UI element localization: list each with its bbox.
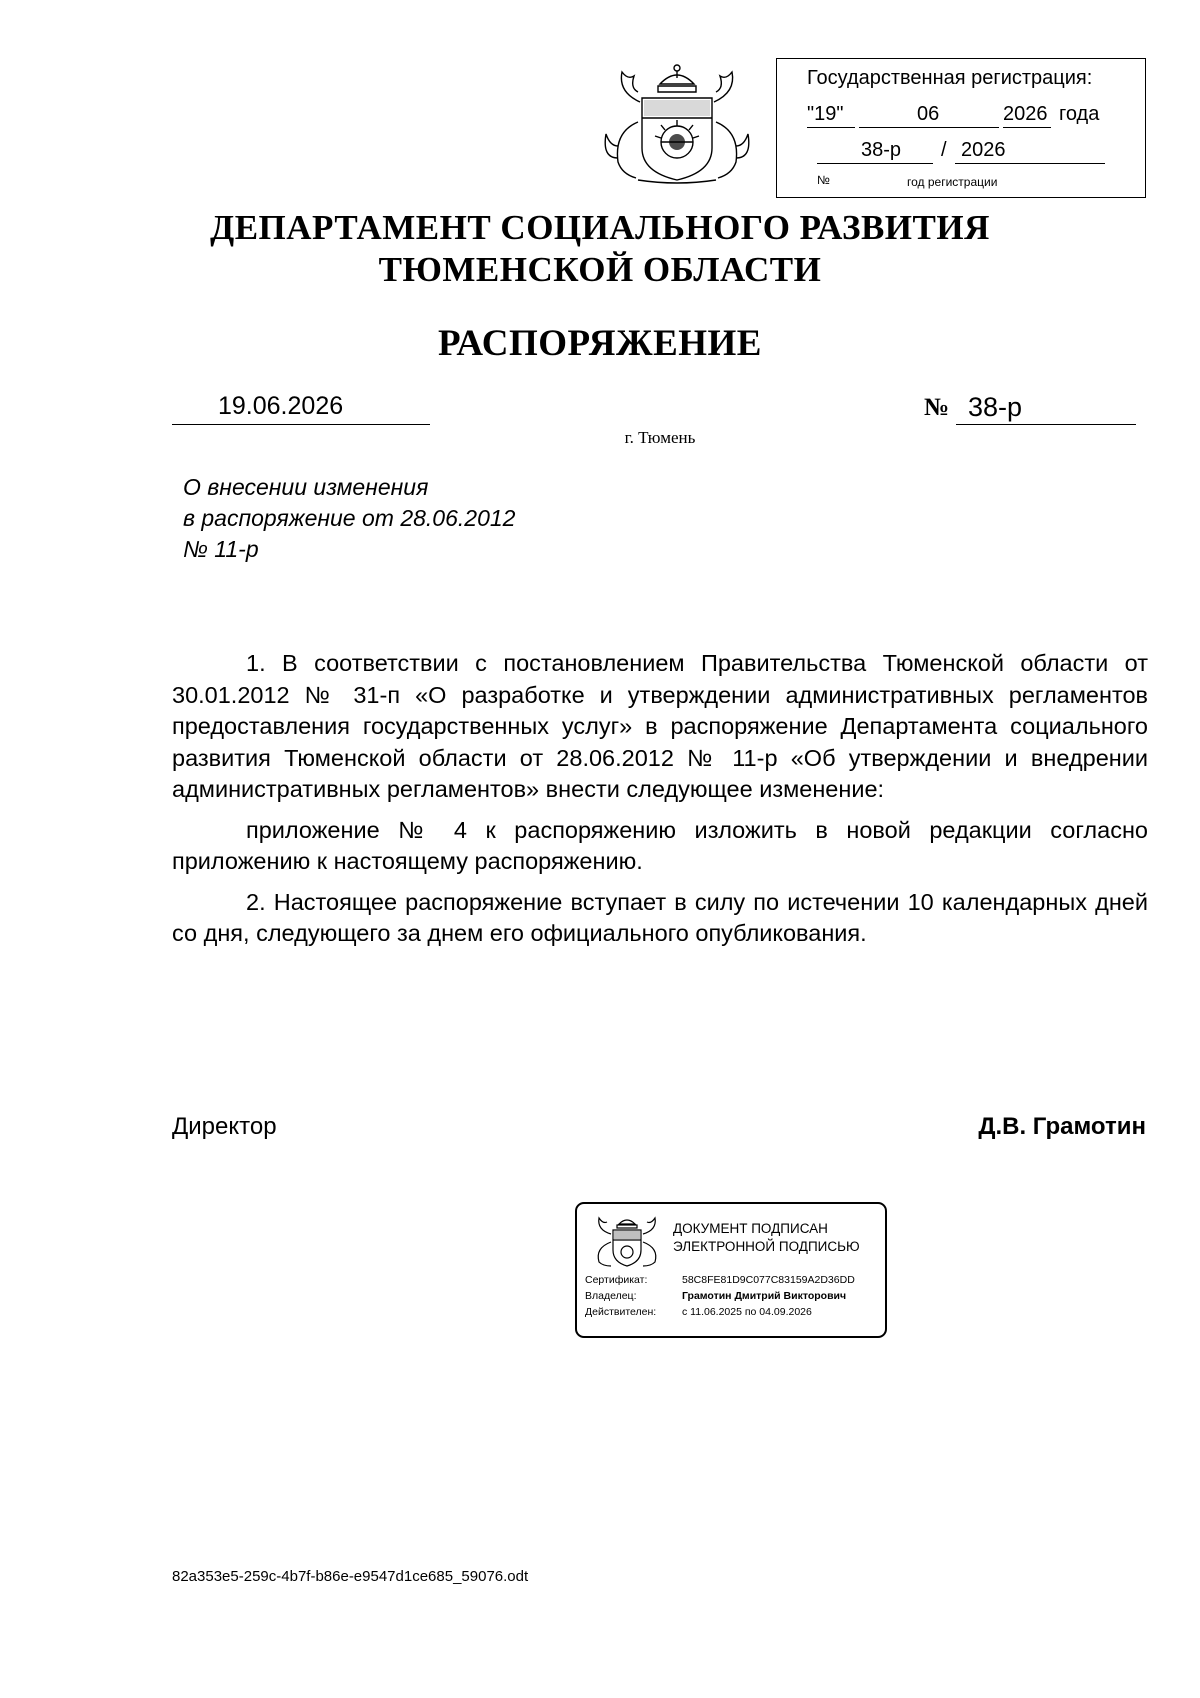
stamp-owner-label: Владелец: (585, 1290, 637, 1302)
document-date: 19.06.2026 (218, 392, 344, 420)
registration-slash: / (941, 139, 947, 161)
stamp-heading-line1: ДОКУМЕНТ ПОДПИСАН (673, 1221, 828, 1236)
file-name: 82a353e5-259c-4b7f-b86e-e9547d1ce685_59076.odt (172, 1568, 529, 1585)
date-field (172, 392, 430, 425)
department-title-line1: ДЕПАРТАМЕНТ СОЦИАЛЬНОГО РАЗВИТИЯ (210, 208, 990, 247)
subject-line1: О внесении изменения (183, 474, 429, 500)
stamp-heading (673, 1220, 860, 1256)
registration-reg-year: 2026 (961, 139, 1006, 161)
registration-year: 2026 (1003, 103, 1048, 125)
document-subject (183, 472, 515, 565)
signatory-name: Д.В. Грамотин (978, 1113, 1146, 1140)
body-paragraph-2: приложение № 4 к распоряжению изложить в новой редакции согласно приложению к настоящему распоряжению. (172, 816, 1148, 874)
stamp-certificate-value: 58C8FE81D9C077C83159A2D36DD (682, 1274, 855, 1286)
stamp-certificate-label: Сертификат: (585, 1274, 648, 1286)
document-number: 38-р (968, 392, 1023, 422)
stamp-owner-row (585, 1290, 846, 1302)
city: г. Тюмень (624, 428, 696, 447)
subject-line3: № 11-р (183, 536, 259, 562)
registration-number: 38-р (861, 139, 902, 161)
document-type-title: РАСПОРЯЖЕНИЕ (437, 323, 762, 364)
electronic-signature-stamp (575, 1202, 887, 1338)
stamp-heading-line2: ЭЛЕКТРОННОЙ ПОДПИСЬЮ (673, 1239, 860, 1254)
subject-line2: в распоряжение от 28.06.2012 (183, 505, 516, 531)
registration-box (776, 58, 1146, 198)
stamp-certificate-row (585, 1274, 855, 1286)
body-paragraph-1: 1. В соответствии с постановлением Правительства Тюменской области от 30.01.2012 № 31-п «О разработке и утверждении административных регламентов предоставления государственных услуг» в распоряжение Департамента социального развития Тюменской области от 28.06.2012 № 11-р «Об утверждении и внедрении административных регламентов» внести следующее изменение: (172, 650, 1148, 802)
stamp-validity-label: Действителен: (585, 1306, 657, 1318)
coat-of-arms-emblem (598, 62, 756, 186)
signatory-position: Директор (172, 1113, 277, 1140)
registration-number-caption: № (817, 173, 830, 187)
registration-year-caption: год регистрации (907, 175, 998, 189)
document-body (172, 648, 1148, 959)
registration-month: 06 (917, 103, 940, 125)
stamp-coat-of-arms-icon (587, 1214, 667, 1270)
registration-title: Государственная регистрация: (807, 67, 1093, 89)
body-paragraph-3: 2. Настоящее распоряжение вступает в силу по истечении 10 календарных дней со дня, следующего за днем его официального опубликования. (172, 888, 1148, 946)
department-title-line2: ТЮМЕНСКОЙ ОБЛАСТИ (378, 250, 822, 289)
number-field (956, 392, 1136, 425)
number-sign: № (924, 394, 950, 421)
stamp-owner-value: Грамотин Дмитрий Викторович (682, 1290, 847, 1302)
registration-day: "19" (807, 103, 844, 125)
stamp-validity-row (585, 1306, 812, 1318)
registration-year-suffix: года (1059, 103, 1100, 125)
stamp-validity-value: с 11.06.2025 по 04.09.2026 (682, 1306, 812, 1318)
